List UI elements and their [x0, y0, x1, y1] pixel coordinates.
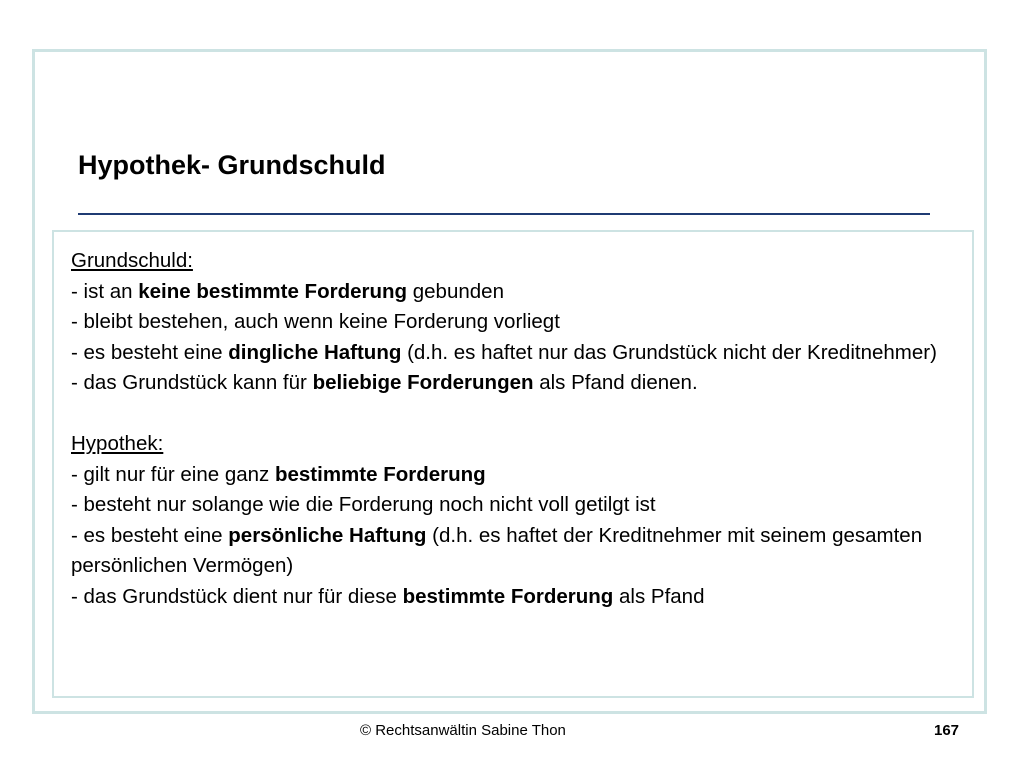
list-item: - gilt nur für eine ganz bestimmte Forderung [71, 462, 486, 486]
list-item: - es besteht eine dingliche Haftung (d.h. es haftet nur das Grundstück nicht der Kreditnehmer) [71, 340, 937, 364]
section-spacer [71, 399, 961, 430]
copyright-notice: © Rechtsanwältin Sabine Thon [360, 722, 566, 739]
list-item: - das Grundstück dient nur für diese bestimmte Forderung als Pfand [71, 584, 705, 608]
section-heading-hypothek: Hypothek: [71, 432, 164, 455]
list-item: - besteht nur solange wie die Forderung noch nicht voll getilgt ist [71, 493, 656, 516]
page-number: 167 [934, 722, 960, 739]
slide-content [71, 246, 961, 612]
slide-title: Hypothek- Grundschuld [78, 150, 386, 180]
section-heading-grundschuld: Grundschuld: [71, 249, 193, 272]
list-item: - das Grundstück kann für beliebige Forderungen als Pfand dienen. [71, 371, 698, 394]
list-item: - es besteht eine persönliche Haftung (d.h. es haftet der Kreditnehmer mit seinem gesamten persönlichen Vermögen) [71, 523, 923, 577]
title-underline [78, 213, 930, 215]
list-item: - ist an keine bestimmte Forderung gebunden [71, 279, 504, 303]
list-item: - bleibt bestehen, auch wenn keine Forderung vorliegt [71, 310, 560, 333]
